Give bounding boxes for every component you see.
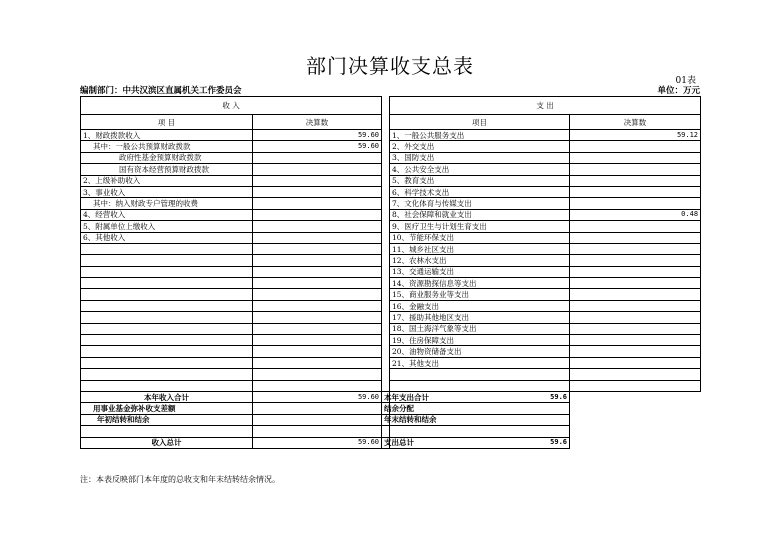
- income-value-cell: [253, 369, 382, 380]
- income-item-cell: 其中：一般公共预算财政拨款: [81, 141, 253, 152]
- expense-item-header: 项目: [390, 115, 570, 130]
- expense-item-cell: 5、教育支出: [390, 175, 570, 186]
- grand-expense-label: 支出总计: [382, 437, 390, 448]
- grand-income-label: 收入总计: [81, 437, 253, 448]
- expense-item-cell: 18、国土海洋气象等支出: [390, 323, 570, 334]
- table-row: [81, 335, 701, 346]
- table-row: [81, 380, 701, 391]
- expense-value-cell: [570, 186, 701, 197]
- income-value-cell: [253, 312, 382, 323]
- expense-value-cell: [570, 278, 701, 289]
- expense-value-cell: [570, 152, 701, 163]
- expense-value-cell: 59.12: [570, 130, 701, 141]
- table-row: [81, 232, 701, 243]
- table-row: [81, 278, 701, 289]
- table-row: [81, 130, 701, 141]
- table-row: [81, 175, 701, 186]
- balance-row: [81, 414, 701, 425]
- department-label: 编制部门：中共汉滨区直属机关工作委员会: [80, 86, 242, 96]
- table-row: [81, 300, 701, 311]
- income-item-cell: [81, 266, 253, 277]
- income-item-cell: 2、上级补助收入: [81, 175, 253, 186]
- income-value-cell: [253, 152, 382, 163]
- expense-value-cell: [570, 221, 701, 232]
- income-item-cell: 6、其他收入: [81, 232, 253, 243]
- income-value-cell: [253, 243, 382, 254]
- table-row: [81, 141, 701, 152]
- summary-table: [80, 96, 701, 449]
- expense-value-cell: [570, 300, 701, 311]
- income-item-cell: [81, 243, 253, 254]
- expense-item-cell: 17、援助其他地区支出: [390, 312, 570, 323]
- table-row: [81, 289, 701, 300]
- expense-item-cell: 9、医疗卫生与计划生育支出: [390, 221, 570, 232]
- income-item-cell: [81, 335, 253, 346]
- expense-item-cell: 1、一般公共服务支出: [390, 130, 570, 141]
- header-row-2: [81, 115, 701, 130]
- expense-value-cell: [570, 335, 701, 346]
- income-value-cell: [253, 232, 382, 243]
- expense-item-cell: 15、商业服务业等支出: [390, 289, 570, 300]
- expense-item-cell: 6、科学技术支出: [390, 186, 570, 197]
- income-item-cell: 其中：纳入财政专户管理的收费: [81, 198, 253, 209]
- expense-item-cell: 19、住房保障支出: [390, 335, 570, 346]
- expense-value-cell: [570, 380, 701, 391]
- expense-item-cell: 16、金融支出: [390, 300, 570, 311]
- income-value-cell: [253, 346, 382, 357]
- income-item-cell: [81, 278, 253, 289]
- expense-item-cell: 11、城乡社区支出: [390, 243, 570, 254]
- table-row: [81, 164, 701, 175]
- income-value-cell: [253, 335, 382, 346]
- income-value-cell: [253, 255, 382, 266]
- income-item-cell: [81, 300, 253, 311]
- expense-value-cell: [570, 255, 701, 266]
- expense-value-cell: [570, 312, 701, 323]
- surplus-label: 结余分配: [382, 403, 390, 414]
- fund-gap-row: [81, 403, 701, 414]
- expense-total-label: 本年支出合计: [382, 391, 390, 402]
- income-item-cell: [81, 380, 253, 391]
- footnote: 注：本表反映部门本年度的总收支和年末结转结余情况。: [80, 475, 280, 484]
- page-title: 部门决算收支总表: [306, 54, 474, 78]
- income-value-cell: [253, 209, 382, 220]
- grand-income-value: 59.60: [253, 437, 382, 448]
- header-row-1: [81, 97, 701, 115]
- table-row: [81, 357, 701, 368]
- table-row: [81, 266, 701, 277]
- expense-item-cell: 20、油物资储备支出: [390, 346, 570, 357]
- expense-item-cell: 7、文化体育与传媒支出: [390, 198, 570, 209]
- income-amount-header: 决算数: [253, 115, 382, 130]
- table-row: [81, 243, 701, 254]
- expense-item-cell: 12、农林水支出: [390, 255, 570, 266]
- expense-value-cell: [570, 198, 701, 209]
- table-row: [81, 209, 701, 220]
- expense-value-cell: [570, 243, 701, 254]
- income-item-cell: 5、附属单位上缴收入: [81, 221, 253, 232]
- income-value-cell: [253, 278, 382, 289]
- income-value-cell: [253, 186, 382, 197]
- income-value-cell: [253, 198, 382, 209]
- expense-item-cell: [390, 380, 570, 391]
- table-row: [81, 346, 701, 357]
- income-total-label: 本年收入合计: [81, 391, 253, 402]
- income-total-value: 59.60: [253, 391, 382, 402]
- expense-item-cell: 10、节能环保支出: [390, 232, 570, 243]
- expense-item-cell: [390, 369, 570, 380]
- form-number: 01表: [675, 76, 696, 86]
- grand-total-row: [81, 437, 701, 448]
- total-row: [81, 391, 701, 402]
- income-item-cell: 4、经营收入: [81, 209, 253, 220]
- income-item-cell: 国有资本经营预算财政拨款: [81, 164, 253, 175]
- income-value-cell: 59.60: [253, 141, 382, 152]
- expense-item-cell: 14、资源勘探信息等支出: [390, 278, 570, 289]
- expense-item-cell: 2、外交支出: [390, 141, 570, 152]
- table-row: [81, 186, 701, 197]
- income-item-cell: 3、事业收入: [81, 186, 253, 197]
- income-value-cell: 59.60: [253, 130, 382, 141]
- column-gap: [382, 97, 390, 392]
- expense-value-cell: 0.48: [570, 209, 701, 220]
- expense-value-cell: [570, 289, 701, 300]
- income-value-cell: [253, 289, 382, 300]
- blank-row: [81, 426, 701, 437]
- expense-total-value: 59.6: [390, 391, 570, 402]
- end-balance-label: 年末结转和结余: [382, 414, 390, 425]
- income-header: 收 入: [81, 97, 382, 115]
- expense-value-cell: [570, 323, 701, 334]
- income-item-cell: [81, 346, 253, 357]
- expense-value-cell: [570, 357, 701, 368]
- income-value-cell: [253, 300, 382, 311]
- begin-balance-label: 年初结转和结余: [81, 414, 253, 425]
- expense-item-cell: 4、公共安全支出: [390, 164, 570, 175]
- income-item-cell: 1、财政拨款收入: [81, 130, 253, 141]
- table-row: [81, 369, 701, 380]
- income-value-cell: [253, 221, 382, 232]
- expense-amount-header: 决算数: [570, 115, 701, 130]
- table-row: [81, 312, 701, 323]
- income-item-cell: [81, 323, 253, 334]
- expense-value-cell: [570, 141, 701, 152]
- table-row: [81, 221, 701, 232]
- grand-expense-value: 59.6: [390, 437, 570, 448]
- expense-value-cell: [570, 369, 701, 380]
- expense-value-cell: [570, 164, 701, 175]
- meta-row: [80, 84, 700, 96]
- income-item-cell: [81, 312, 253, 323]
- expense-value-cell: [570, 266, 701, 277]
- income-value-cell: [253, 323, 382, 334]
- income-value-cell: [253, 266, 382, 277]
- expense-value-cell: [570, 346, 701, 357]
- expense-item-cell: 13、交通运输支出: [390, 266, 570, 277]
- table-row: [81, 152, 701, 163]
- table-row: [81, 323, 701, 334]
- fund-gap-label: 用事业基金弥补收支差额: [81, 403, 253, 414]
- income-value-cell: [253, 164, 382, 175]
- expense-item-cell: 21、其他支出: [390, 357, 570, 368]
- income-item-header: 项 目: [81, 115, 253, 130]
- table-row: [81, 198, 701, 209]
- expense-value-cell: [570, 175, 701, 186]
- income-item-cell: [81, 255, 253, 266]
- expense-header: 支 出: [390, 97, 701, 115]
- expense-value-cell: [570, 232, 701, 243]
- income-value-cell: [253, 380, 382, 391]
- table-row: [81, 255, 701, 266]
- income-item-cell: [81, 357, 253, 368]
- unit-label: 单位：万元: [657, 86, 700, 96]
- income-item-cell: [81, 369, 253, 380]
- income-item-cell: 政府性基金预算财政拨款: [81, 152, 253, 163]
- income-item-cell: [81, 289, 253, 300]
- income-value-cell: [253, 175, 382, 186]
- expense-item-cell: 3、国防支出: [390, 152, 570, 163]
- income-value-cell: [253, 357, 382, 368]
- expense-item-cell: 8、社会保障和就业支出: [390, 209, 570, 220]
